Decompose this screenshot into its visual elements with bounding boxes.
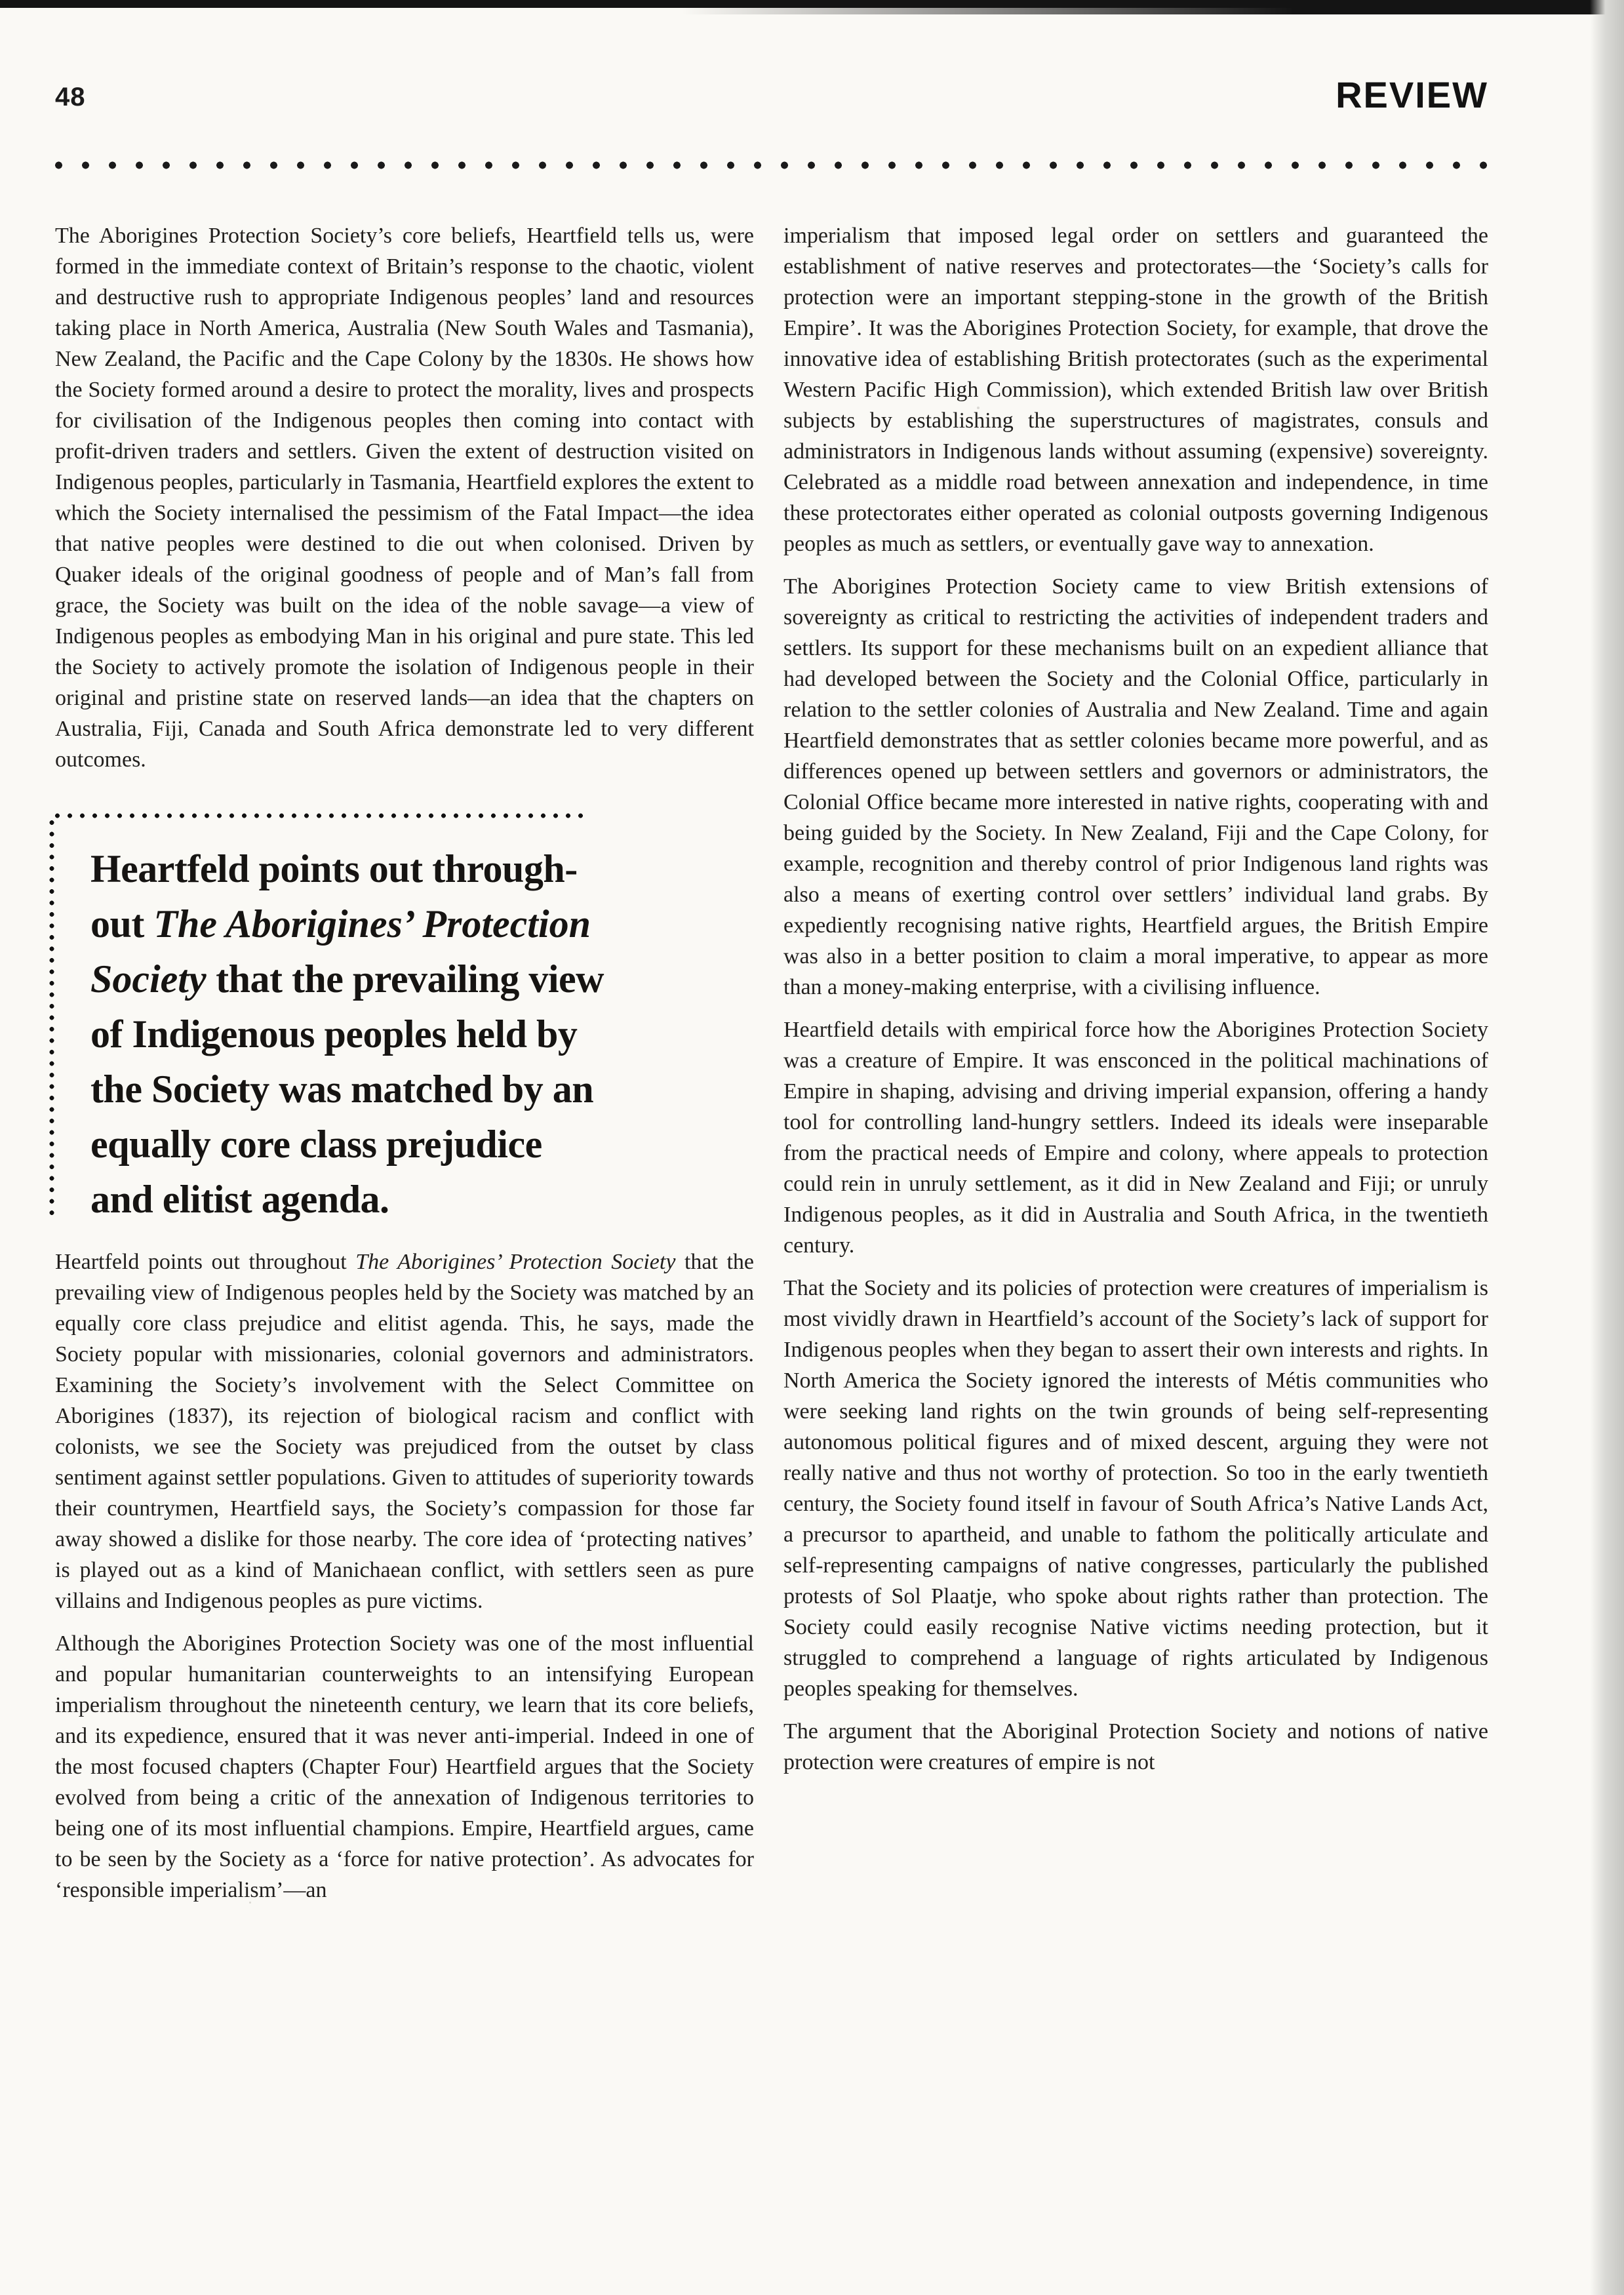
paragraph: The Aborigines Protection Society’s core beliefs, Heartfield tells us, were formed in the immediate context of Britain’s response to the chaotic, violent and destructive rush to appropriate Indigenous peoples’ land and resources taking place in North America, Australia (New South Wales and Tasmania), New Zealand, the Pacific and the Cape Colony by the 1830s. He shows how the Society formed around a desire to protect the morality, lives and prospects for civilisation of the Indigenous peoples then coming into contact with profit-driven traders and settlers. Given the extent of destruction visited on Indigenous peoples, particularly in Tasmania, Heartfield explores the extent to which the Society internalised the pessimism of the Fatal Impact—the idea that native peoples were destined to die out when colonised. Driven by Quaker ideals of the original goodness of people and of Man’s fall from grace, the Society was built on the idea of the noble savage—a view of Indigenous peoples as embodying Man in his original and pure state. This led the Society to actively promote the isolation of Indigenous people in their original and pristine state on reserved lands—an idea that the chapters on Australia, Fiji, Canada and South Africa demonstrate led to very different outcomes. (55, 224, 754, 772)
left-column-body (55, 1247, 754, 1906)
paragraph: The Aborigines Protection Society came to view British extensions of sovereignty as critical to restricting the activities of independent traders and settlers. Its support for these mechanisms built on an expedient alliance that had developed between the Society and the Colonial Office, particularly in relation to the settler colonies of Australia and New Zealand. Time and again Heartfield demonstrates that as settler colonies became more powerful, and as differences opened up between settlers and governors or administrators, the Colonial Office became more interested in native rights, cooperating with and being guided by the Society. In New Zealand, Fiji and the Cape Colony, for example, recognition and thereby control of prior Indigenous land rights was also a means of exerting control over settlers’ individual land grabs. By expediently recognising native rights, Heartfield argues, the British Empire was also in a better position to claim a moral imperative, to appear as more than a money-making enterprise, with a civilising influence. (783, 574, 1488, 999)
paragraph: Heartfield details with empirical force how the Aborigines Protection Society was a creature of Empire. It was ensconced in the political machinations of Empire in shaping, advising and driving imperial expansion, offering a handy tool for controlling land-hungry settlers. Indeed its ideals were inseparable from the practical needs of Empire and colony, where appeals to protection could rein in unruly settlement, as it did in New Zealand and Fiji; or unruly Indigenous peoples, as it did in Australia and South Africa, in the twentieth century. (783, 1018, 1488, 1258)
page-number: 48 (55, 83, 86, 111)
header-dotted-rule (55, 161, 1488, 169)
paragraph: That the Society and its policies of protection were creatures of imperialism is most vividly drawn in Heartfield’s account of the Society’s lack of support for Indigenous peoples when they began to assert their own interests and rights. In North America the Society ignored the interests of Métis communities who were seeking land rights on the twin grounds of being self-representing autonomous political figures and of mixed descent, arguing they were not really native and thus not worthy of protection. So too in the early twentieth century, the Society found itself in favour of South Africa’s Native Lands Act, a precursor to apartheid, and unable to fathom the politically articulate and self-representing campaigns of native congresses, particularly the published protests of Sol Plaatje, who spoke about rights rather than protection. The Society could easily recognise Native victims needing protection, but it struggled to comprehend a language of rights articulated by Indigenous peoples speaking for themselves. (783, 1276, 1488, 1701)
paragraph: The argument that the Aboriginal Protection Society and notions of native protection were creatures of empire is not (783, 1719, 1488, 1774)
right-column-body (783, 220, 1488, 1778)
paragraph: Although the Aborigines Protection Society was one of the most influential and popular humanitarian counterweights to an intensifying European imperialism throughout the nineteenth century, we learn that its core beliefs, and its expedience, ensured that it was never anti-imperial. Indeed in one of the most focused chapters (Chapter Four) Heartfield argues that the Society evolved from being a critic of the annexation of Indigenous territories to being one of its most influential champions. Empire, Heartfield argues, came to be seen by the Society as a ‘force for native protection’. As advocates for ‘responsible imperialism’—an (55, 1631, 754, 1902)
pull-quote-top-dotted-rule (55, 812, 586, 819)
scan-top-right-shadow (682, 0, 1624, 14)
scan-right-edge-shadow (1590, 0, 1624, 2295)
section-header-review: REVIEW (1336, 74, 1488, 115)
right-column (783, 220, 1488, 1778)
paragraph: imperialism that imposed legal order on settlers and guaranteed the establishment of native reserves and protectorates—the ‘Society’s calls for protection were an important stepping-stone in the growth of the British Empire’. It was the Aborigines Protection Society, for example, that drove the innovative idea of establishing British protectorates (such as the experimental Western Pacific High Commission), which extended British law over British subjects by establishing the superstructures of magistrates, consuls and administrators in Indigenous lands without assuming (expensive) sovereignty. Celebrated as a middle road between annexation and independence, in time these protectorates either operated as colonial outposts governing Indigenous peoples as much as settlers, or eventually gave way to annexation. (783, 224, 1488, 556)
pull-quote-left-dotted-rule (49, 820, 54, 1216)
article-columns (55, 220, 1488, 1906)
pull-quote (55, 812, 754, 1227)
pull-quote-text: Heartfeld points out through- out The Aborigines’ Protection Society that the prevailing view of Indigenous peoples held by the Society was matched by an equally core class prejudice and elitist agenda. (90, 847, 604, 1221)
paragraph: Heartfeld points out throughout The Aborigines’ Protection Society that the prevailing view of Indigenous peoples held by the Society was matched by an equally core class prejudice and elitist agenda. This, he says, made the Society popular with missionaries, colonial governors and administrators. Examining the Society’s involvement with the Select Committee on Aborigines (1837), its rejection of biological racism and conflict with colonists, we see the Society was prejudiced from the outset by class sentiment against settler populations. Given to attitudes of superiority towards their countrymen, Heartfield says, the Society’s compassion for those far away showed a dislike for those nearby. The core idea of ‘protecting natives’ is played out as a kind of Manichaean conflict, with settlers seen as pure villains and Indigenous peoples as pure victims. (55, 1250, 754, 1613)
left-column (55, 220, 754, 1906)
left-column-intro (55, 220, 754, 775)
